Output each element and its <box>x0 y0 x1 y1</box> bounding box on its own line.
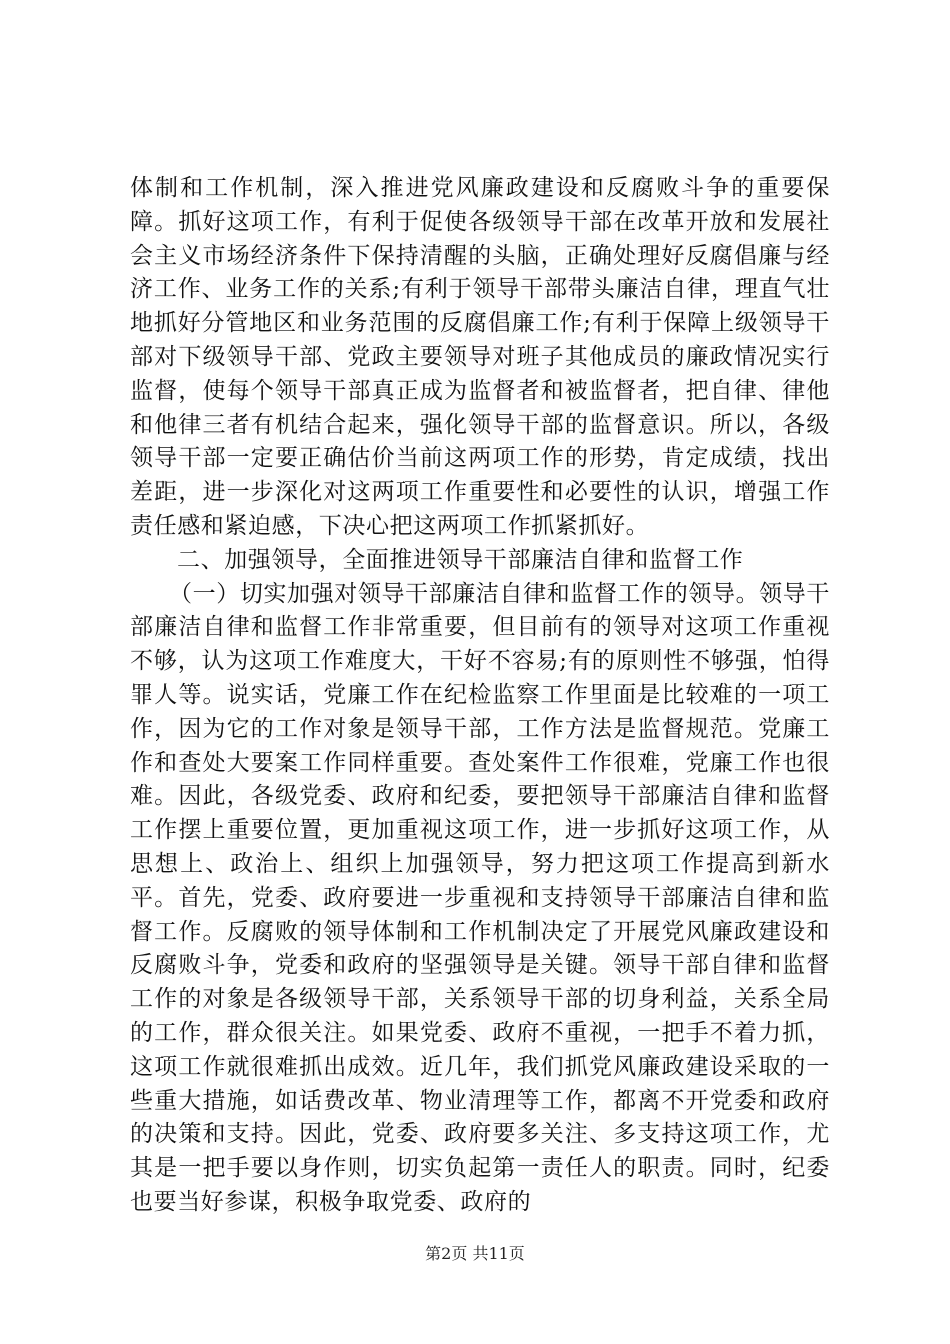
section-heading: 二、加强领导，全面推进领导干部廉洁自律和监督工作 <box>177 546 744 573</box>
body-paragraph: （一）切实加强对领导干部廉洁自律和监督工作的领导。领导干部廉洁自律和监督工作非常重要，但目前有的领导对这项工作重视不够，认为这项工作难度大，干好不容易;有的原则性不够强，怕得罪人等。说实话，党廉工作在纪检监察工作里面是比较难的一项工作，因为它的工作对象是领导干部，工作方法是监督规范。党廉工作和查处大要案工作同样重要。查处案件工作很难，党廉工作也很难。因此，各级党委、政府和纪委，要把领导干部廉洁自律和监督工作摆上重要位置，更加重视这项工作，进一步抓好这项工作，从思想上、政治上、组织上加强领导，努力把这项工作提高到新水平。首先，党委、政府要进一步重视和支持领导干部廉洁自律和监督工作。反腐败的领导体制和工作机制决定了开展党风廉政建设和反腐败斗争，党委和政府的坚强领导是关键。领导干部自律和监督工作的对象是各级领导干部，关系领导干部的切身利益，关系全局的工作，群众很关注。如果党委、政府不重视，一把手不着力抓，这项工作就很难抓出成效。近几年，我们抓党风廉政建设采取的一些重大措施，如话费改革、物业清理等工作，都离不开党委和政府的决策和支持。因此，党委、政府要多关注、多支持这项工作，尤其是一把手要以身作则，切实负起第一责任人的职责。同时，纪委也要当好参谋，积极争取党委、政府的 <box>130 580 830 1215</box>
page-footer: 第2页 共11页 <box>425 1244 525 1263</box>
body-paragraph: 体制和工作机制，深入推进党风廉政建设和反腐败斗争的重要保障。抓好这项工作，有利于促使各级领导干部在改革开放和发展社会主义市场经济条件下保持清醒的头脑，正确处理好反腐倡廉与经济工作、业务工作的关系;有利于领导干部带头廉洁自律，理直气壮地抓好分管地区和业务范围的反腐倡廉工作;有利于保障上级领导干部对下级领导干部、党政主要领导对班子其他成员的廉政情况实行监督，使每个领导干部真正成为监督者和被监督者，把自律、律他和他律三者有机结合起来，强化领导干部的监督意识。所以，各级领导干部一定要正确估价当前这两项工作的形势，肯定成绩，找出差距，进一步深化对这两项工作重要性和必要性的认识，增强工作责任感和紧迫感，下决心把这两项工作抓紧抓好。 <box>130 175 830 539</box>
document-body <box>130 172 830 1220</box>
